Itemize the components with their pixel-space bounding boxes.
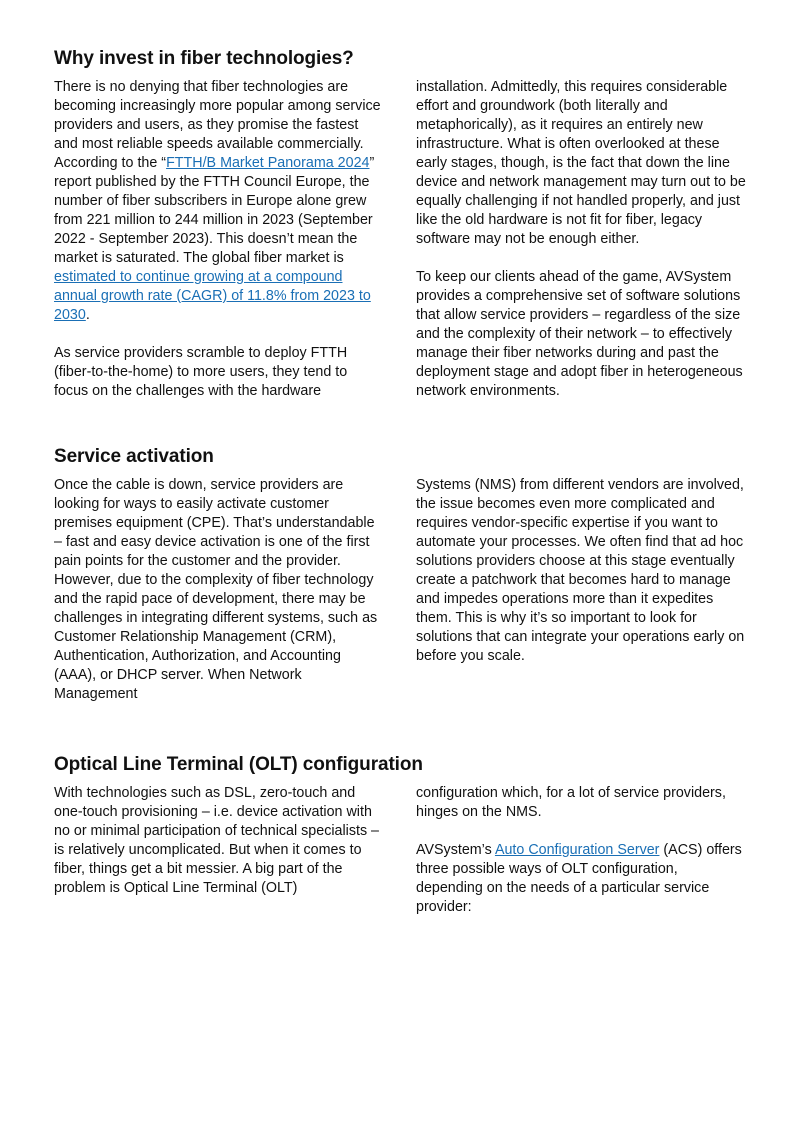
paragraph: configuration which, for a lot of service providers, hinges on the NMS. bbox=[416, 785, 726, 820]
right-column bbox=[416, 784, 746, 917]
auto-configuration-server-link[interactable]: Auto Configuration Server bbox=[494, 842, 660, 858]
text-run: . bbox=[85, 307, 90, 323]
paragraph bbox=[54, 78, 384, 325]
two-column-text bbox=[54, 476, 746, 704]
ftth-report-link[interactable]: FTTH/B Market Panorama 2024 bbox=[166, 155, 370, 171]
text-run: AVSystem’s bbox=[416, 842, 495, 858]
text-run: (ACS) offers three possible ways of OLT configuration, depending on the needs of a particular service provider: bbox=[416, 842, 742, 915]
paragraph: Once the cable is down, service providers are looking for ways to easily activate customer premises equipment (CPE). That’s understandable – fast and easy device activation is one of the first pain points for the customer and the provider. However, due to the complexity of fiber technology and the rapid pace of development, there may be challenges in integrating different systems, such as Customer Relationship Management (CRM), Authentication, Authorization, and Accounting (AAA), or DHCP server. When Network Management bbox=[54, 477, 378, 702]
left-column bbox=[54, 78, 384, 401]
left-column bbox=[54, 784, 384, 917]
section-olt-configuration bbox=[54, 754, 746, 917]
two-column-text bbox=[54, 784, 746, 917]
paragraph: As service providers scramble to deploy FTTH (fiber-to-the-home) to more users, they tend to focus on the challenges with the hardware bbox=[54, 345, 348, 399]
right-column bbox=[416, 476, 746, 704]
paragraph: installation. Admittedly, this requires considerable effort and groundwork (both literally and metaphorically), as it requires an entirely new infrastructure. What is often overlooked at these early stages, though, is the fact that down the line device and network management may turn out to be equally challenging if not handled properly, and just like the old hardware is not fit for fiber, legacy software may not be enough either. bbox=[416, 79, 746, 247]
paragraph bbox=[416, 841, 746, 917]
text-run: There is no denying that fiber technologies are becoming increasingly more popular among service providers and users, as they promise the fastest and most reliable speeds available commercially. According to the “ bbox=[54, 79, 381, 171]
section-heading: Optical Line Terminal (OLT) configuration bbox=[54, 754, 423, 775]
section-why-fiber bbox=[54, 48, 746, 401]
paragraph: With technologies such as DSL, zero-touch and one-touch provisioning – i.e. device activation with no or minimal participation of technical specialists – is relatively uncomplicated. But when it comes to fiber, things get a bit messier. A big part of the problem is Optical Line Terminal (OLT) bbox=[54, 785, 380, 896]
cagr-estimate-link[interactable]: estimated to continue growing at a compound annual growth rate (CAGR) of 11.8% from 2023 to 2030 bbox=[54, 269, 371, 323]
section-service-activation bbox=[54, 446, 746, 704]
section-heading: Why invest in fiber technologies? bbox=[54, 48, 354, 69]
text-run: ” report published by the FTTH Council Europe, the number of fiber subscribers in Europe alone grew from 221 million to 244 million in 2023 (September 2022 - September 2023). This doesn’t mean the market is saturated. The global fiber market is bbox=[54, 155, 375, 266]
left-column bbox=[54, 476, 384, 704]
two-column-text bbox=[54, 78, 746, 401]
section-heading: Service activation bbox=[54, 446, 214, 467]
paragraph: Systems (NMS) from different vendors are involved, the issue becomes even more complicated and requires vendor-specific expertise if you want to automate your processes. We often find that ad hoc solutions providers choose at this stage eventually create a patchwork that becomes hard to manage and impedes operations more than it expedites them. This is why it’s so important to look for solutions that can integrate your operations early on before you scale. bbox=[416, 477, 745, 664]
right-column bbox=[416, 78, 746, 401]
document-page bbox=[54, 48, 746, 965]
paragraph: To keep our clients ahead of the game, AVSystem provides a comprehensive set of software solutions that allow service providers – regardless of the size and the complexity of their network – to effectively manage their fiber networks during and past the deployment stage and adopt fiber in heterogeneous network environments. bbox=[416, 269, 743, 399]
